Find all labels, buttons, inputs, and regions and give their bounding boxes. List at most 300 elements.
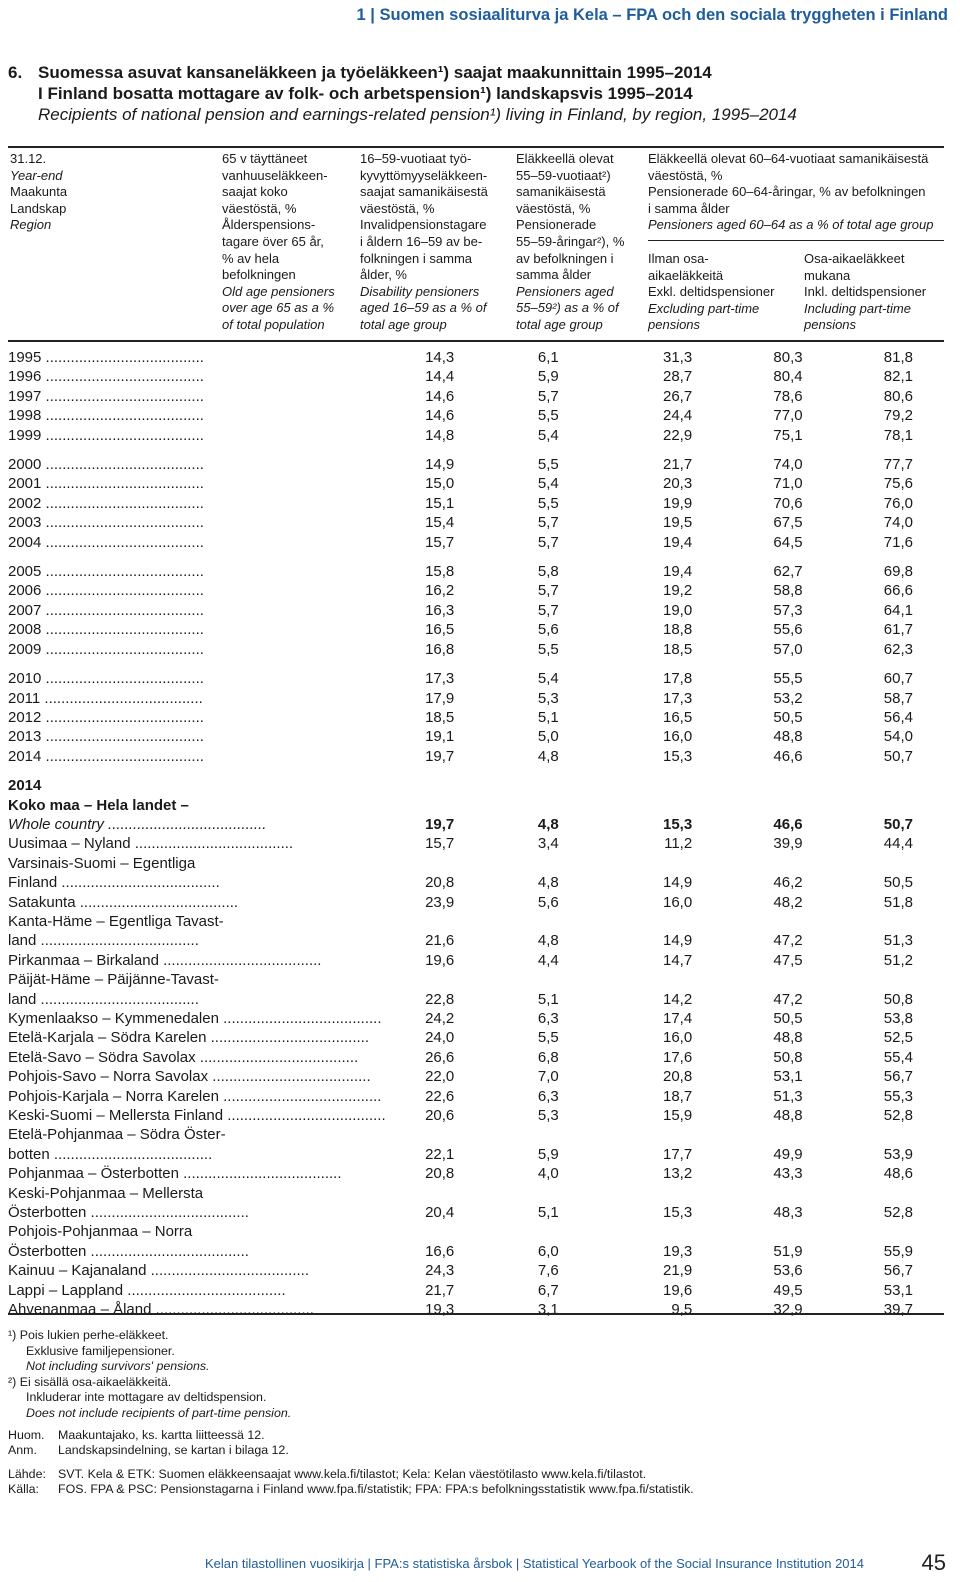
cell-col5 (803, 970, 913, 989)
cell-col3: 19,4 (662, 563, 693, 581)
c5-header-line: mukana (804, 267, 851, 283)
cell-col1: 21,7 (425, 1281, 455, 1299)
table-row (8, 815, 944, 834)
note-huom: Huom. Maakuntajako, ks. kartta liitteessä 12. (8, 1427, 265, 1442)
cell-col3: 19,3 (662, 1242, 693, 1260)
cell-col5: 54,0 (883, 728, 913, 746)
stub-header-line: 31.12. (10, 151, 47, 166)
cell-col3: 16,0 (662, 728, 693, 746)
cell-col4: 48,8 (773, 1107, 803, 1125)
cell-col3 (559, 912, 692, 931)
title-sv: I Finland bosatta mottagare av folk- och arbetspension¹) landskapsvis 1995–2014 (38, 84, 693, 103)
cell-col5: 66,6 (883, 582, 913, 600)
cell-col1: 14,6 (425, 387, 455, 405)
c3-header-line: Pensioners aged (516, 283, 614, 299)
cell-col3: 14,2 (662, 990, 693, 1008)
cell-col3: 24,4 (662, 407, 693, 425)
row-label: Finland ..... (8, 873, 386, 892)
cell-col2: 6,0 (537, 1242, 559, 1260)
c2-header-line: saajat samanikäisestä (360, 184, 488, 200)
table-row (8, 562, 944, 581)
col2-header (360, 151, 488, 334)
header-rule-sub (648, 240, 944, 241)
cell-col5: 39,7 (883, 1301, 913, 1319)
note-1: ¹) Pois lukien perhe-eläkkeet. (8, 1328, 169, 1342)
cell-col5: 52,5 (883, 1029, 913, 1047)
cell-col5: 48,6 (883, 1165, 913, 1183)
cell-col3 (559, 1125, 692, 1144)
cell-col4: 71,0 (773, 475, 803, 493)
row-label: Etelä-Karjala – Södra Karelen ..... (8, 1028, 386, 1047)
c3-header-line: 55–59-vuotiaat²) (516, 167, 611, 183)
cell-col5 (803, 776, 913, 795)
c45-header-line: i samma ålder (648, 200, 730, 216)
cell-col3: 15,3 (662, 1204, 693, 1222)
cell-col3: 17,3 (662, 689, 693, 707)
c5-header-line: Inkl. deltidspensioner (804, 284, 927, 300)
cell-col1: 23,9 (425, 893, 455, 911)
cell-col1: 15,4 (425, 514, 455, 532)
row-label: 2001 ..... (8, 474, 386, 493)
cell-col1 (386, 970, 455, 989)
cell-col3: 21,9 (662, 1262, 693, 1280)
cell-col1: 22,0 (425, 1068, 455, 1086)
table-row (8, 513, 944, 532)
cell-col4: 46,6 (773, 815, 803, 833)
c45-header-line: Pensioners aged 60–64 as a % of total age group (648, 217, 934, 233)
cell-col2: 5,7 (537, 514, 559, 532)
table-row (8, 387, 944, 406)
cell-col2: 5,7 (537, 601, 559, 619)
table-row (8, 474, 944, 493)
c2-header-line: i åldern 16–59 av be- (360, 233, 483, 249)
cell-col3: 15,3 (662, 747, 693, 765)
cell-col2 (454, 796, 558, 815)
table-row (8, 1203, 944, 1222)
cell-col2 (454, 970, 558, 989)
cell-col3: 18,5 (662, 640, 693, 658)
cell-col5: 80,6 (883, 387, 913, 405)
cell-col1: 24,3 (425, 1262, 455, 1280)
cell-col2: 5,7 (537, 533, 559, 551)
cell-col5: 53,9 (883, 1145, 913, 1163)
cell-col3: 19,9 (662, 494, 693, 512)
c1-header-line: of total population (222, 316, 325, 332)
c2-header-line: ålder, % (360, 267, 407, 283)
cell-col3: 18,8 (662, 621, 693, 639)
col5-header (804, 251, 926, 334)
cell-col1: 16,5 (425, 621, 455, 639)
cell-col1: 17,9 (425, 689, 455, 707)
table-row (8, 1106, 944, 1125)
footer-text: Kelan tilastollinen vuosikirja | FPA:s statistiska årsbok | Statistical Yearbook of the Social Insurance Institution 2014 (204, 1556, 864, 1571)
cell-col2: 5,3 (537, 1107, 559, 1125)
col45-header (648, 151, 934, 234)
cell-col2: 3,1 (537, 1301, 559, 1319)
row-label: 2014 (8, 777, 42, 795)
table-row (8, 873, 944, 892)
row-label: Pirkanmaa – Birkaland ..... (8, 951, 386, 970)
table-row (8, 912, 944, 931)
cell-col5: 61,7 (883, 621, 913, 639)
row-label: land ..... (8, 990, 386, 1009)
c2-header-line: folkningen i samma (360, 250, 472, 266)
table-row (8, 640, 944, 659)
table-row (8, 708, 944, 727)
c1-header-line: befolkningen (222, 267, 296, 283)
cell-col5: 69,8 (883, 563, 913, 581)
cell-col2: 4,8 (537, 747, 559, 765)
cell-col4: 53,6 (773, 1262, 803, 1280)
cell-col3: 19,0 (662, 601, 693, 619)
table-row (8, 796, 944, 815)
table-row (8, 834, 944, 853)
c4-header-line: Ilman osa- (648, 251, 709, 266)
cell-col4: 47,5 (773, 951, 803, 969)
cell-col1 (386, 912, 455, 931)
row-label: 2012 ..... (8, 708, 386, 727)
cell-col2: 4,4 (537, 951, 559, 969)
c2-header-line: Invalidpensionstagare (360, 217, 487, 233)
row-label: 2014 ..... (8, 747, 386, 766)
table-row (8, 426, 944, 445)
cell-col4: 46,2 (773, 874, 803, 892)
row-label: Pohjanmaa – Österbotten ..... (8, 1164, 386, 1183)
table-row (8, 1067, 944, 1086)
row-label: 1999 ..... (8, 426, 386, 445)
cell-col1: 14,6 (425, 407, 455, 425)
cell-col5: 50,5 (883, 874, 913, 892)
cell-col3: 28,7 (662, 368, 693, 386)
stub-header-line: Landskap (10, 200, 67, 216)
c4-header-line: Exkl. deltidspensioner (648, 284, 775, 300)
cell-col3: 16,5 (662, 708, 693, 726)
c1-header-line: vanhuuseläkkeen- (222, 167, 328, 183)
table-row (8, 1125, 944, 1144)
cell-col5: 53,1 (883, 1281, 913, 1299)
cell-col2: 6,3 (537, 1087, 559, 1105)
row-label: 2008 ..... (8, 620, 386, 639)
cell-col5: 55,3 (883, 1087, 913, 1105)
row-label: Österbotten ..... (8, 1242, 386, 1261)
stub-header-line: Region (10, 217, 52, 233)
cell-col3: 26,7 (662, 387, 693, 405)
cell-col5: 56,7 (883, 1262, 913, 1280)
c3-header-line: total age group (516, 316, 603, 332)
cell-col1: 16,3 (425, 601, 455, 619)
cell-col1: 16,6 (425, 1242, 455, 1260)
c3-header-line: 55–59-åringar²), % (516, 233, 625, 249)
running-header: 1 | Suomen sosiaaliturva ja Kela – FPA och den sociala tryggheten i Finland (356, 6, 948, 24)
cell-col4: 74,0 (773, 456, 803, 474)
cell-col4: 39,9 (773, 835, 803, 853)
cell-col3: 22,9 (662, 426, 693, 444)
note-2: ²) Ei sisällä osa-aikaeläkkeitä. (8, 1374, 172, 1389)
cell-col2 (454, 1222, 558, 1241)
cell-col4 (692, 1184, 802, 1203)
c45-header-line: väestöstä, % (648, 167, 723, 183)
cell-col3 (559, 854, 692, 873)
cell-col2: 5,5 (537, 494, 559, 512)
cell-col4: 43,3 (773, 1165, 803, 1183)
cell-col5: 56,4 (883, 708, 913, 726)
cell-col5: 58,7 (883, 689, 913, 707)
cell-col3: 16,0 (662, 893, 693, 911)
cell-col1: 19,6 (425, 951, 455, 969)
cell-col2: 5,9 (537, 1145, 559, 1163)
row-label: 2002 ..... (8, 494, 386, 513)
table-row (8, 620, 944, 639)
row-label: 2000 ..... (8, 455, 386, 474)
cell-col5: 76,0 (883, 494, 913, 512)
cell-col2: 4,8 (537, 874, 559, 892)
cell-col1: 14,8 (425, 426, 455, 444)
cell-col4: 75,1 (773, 426, 803, 444)
cell-col1: 26,6 (425, 1048, 455, 1066)
cell-col1: 14,3 (425, 349, 455, 366)
table-row (8, 455, 944, 474)
title-fi: 6. Suomessa asuvat kansaneläkkeen ja työeläkkeen¹) saajat maakunnittain 1995–2014 (8, 63, 712, 82)
table-row (8, 854, 944, 873)
table-row (8, 951, 944, 970)
cell-col5: 56,7 (883, 1068, 913, 1086)
cell-col2: 3,4 (537, 835, 559, 853)
cell-col4: 48,8 (773, 728, 803, 746)
cell-col1: 19,3 (425, 1301, 455, 1319)
cell-col5 (803, 1125, 913, 1144)
cell-col2 (454, 854, 558, 873)
row-label: 2004 ..... (8, 533, 386, 552)
row-label: Lappi – Lappland ..... (8, 1281, 386, 1300)
cell-col2 (454, 1125, 558, 1144)
row-label: Kymenlaakso – Kymmenedalen ..... (8, 1009, 386, 1028)
c1-header-line: Old age pensioners (222, 283, 335, 299)
cell-col4: 49,5 (773, 1281, 803, 1299)
cell-col2: 5,6 (537, 621, 559, 639)
table-row (8, 747, 944, 766)
row-label: Etelä-Pohjanmaa – Södra Öster- (8, 1126, 226, 1144)
c2-header-line: 16–59-vuotiaat työ- (360, 151, 472, 166)
cell-col4: 57,3 (773, 601, 803, 619)
cell-col3: 19,5 (662, 514, 693, 532)
row-label: Whole country ..... (8, 815, 386, 834)
row-label: 2010 ..... (8, 669, 386, 688)
cell-col2: 5,3 (537, 689, 559, 707)
cell-col1: 16,2 (425, 582, 455, 600)
cell-col2: 5,0 (537, 728, 559, 746)
cell-col4 (692, 854, 802, 873)
c2-header-line: total age group (360, 316, 447, 332)
cell-col5: 51,3 (883, 932, 913, 950)
cell-col1 (386, 854, 455, 873)
cell-col1: 19,7 (425, 747, 455, 765)
table-row (8, 1261, 944, 1280)
row-label: Koko maa – Hela landet – (8, 796, 189, 814)
row-label: Varsinais-Suomi – Egentliga (8, 854, 196, 872)
cell-col4: 53,1 (773, 1068, 803, 1086)
cell-col1: 19,7 (425, 815, 455, 833)
row-label: Keski-Pohjanmaa – Mellersta (8, 1184, 204, 1202)
table-row (8, 1300, 944, 1319)
cell-col4: 78,6 (773, 387, 803, 405)
row-label: Ahvenanmaa – Åland ..... (8, 1300, 386, 1319)
c3-header-line: Pensionerade (516, 217, 597, 233)
cell-col1: 14,9 (425, 456, 455, 474)
cell-col4: 64,5 (773, 533, 803, 551)
cell-col5: 50,7 (883, 747, 913, 765)
table-row (8, 970, 944, 989)
cell-col5: 79,2 (883, 407, 913, 425)
cell-col3: 20,3 (662, 475, 693, 493)
cell-col1: 24,2 (425, 1010, 455, 1027)
cell-col2: 5,1 (537, 708, 559, 726)
cell-col3: 13,2 (662, 1165, 693, 1183)
table-row (8, 1184, 944, 1203)
cell-col5: 82,1 (883, 368, 913, 386)
cell-col3: 17,7 (662, 1145, 693, 1163)
cell-col5: 81,8 (883, 349, 913, 366)
cell-col2: 5,5 (537, 1029, 559, 1047)
row-label: 1996 ..... (8, 367, 386, 386)
cell-col1: 16,8 (425, 640, 455, 658)
data-table (8, 348, 944, 1320)
cell-col4: 46,6 (773, 747, 803, 765)
cell-col2: 5,7 (537, 387, 559, 405)
c45-header-line: Eläkkeellä olevat 60–64-vuotiaat samanikäisestä (648, 151, 929, 166)
c3-header-line: samanikäisestä (516, 184, 606, 200)
c1-header-line: saajat koko (222, 184, 288, 200)
cell-col4: 51,3 (773, 1087, 803, 1105)
stub-header (10, 151, 67, 234)
c4-header-line: aikaeläkkeitä (648, 267, 724, 283)
cell-col5: 44,4 (883, 835, 913, 853)
cell-col3: 20,8 (662, 1068, 693, 1086)
c3-header-line: väestöstä, % (516, 200, 591, 216)
row-label: Uusimaa – Nyland ..... (8, 834, 386, 853)
table-row (8, 348, 944, 367)
c2-header-line: aged 16–59 as a % of (360, 300, 487, 316)
cell-col2: 6,7 (537, 1281, 559, 1299)
table-row (8, 893, 944, 912)
cell-col1: 24,0 (425, 1029, 455, 1047)
c1-header-line: Ålderspensions- (222, 217, 316, 233)
cell-col4: 77,0 (773, 407, 803, 425)
cell-col5: 52,8 (883, 1107, 913, 1125)
cell-col5: 75,6 (883, 475, 913, 493)
cell-col1: 22,1 (425, 1145, 455, 1163)
table-row (8, 669, 944, 688)
cell-col1: 22,8 (425, 990, 455, 1008)
cell-col4: 55,6 (773, 621, 803, 639)
row-label: 2009 ..... (8, 640, 386, 659)
row-label: 1997 ..... (8, 387, 386, 406)
cell-col1 (386, 776, 455, 795)
cell-col2 (454, 1184, 558, 1203)
c3-header-line: 55–59²) as a % of (516, 300, 619, 316)
cell-col2: 5,8 (537, 563, 559, 581)
cell-col4: 57,0 (773, 640, 803, 658)
table-row (8, 689, 944, 708)
table-row (8, 533, 944, 552)
cell-col3: 21,7 (662, 456, 693, 474)
row-label: Pohjois-Savo – Norra Savolax ..... (8, 1067, 386, 1086)
cell-col3: 16,0 (662, 1029, 693, 1047)
table-row (8, 494, 944, 513)
cell-col5: 50,7 (883, 815, 913, 833)
cell-col1: 14,4 (425, 368, 455, 386)
cell-col2 (454, 776, 558, 795)
cell-col3: 15,3 (662, 815, 693, 833)
page-number: 45 (921, 1550, 946, 1575)
cell-col2: 5,6 (537, 893, 559, 911)
cell-col5: 64,1 (883, 601, 913, 619)
cell-col4 (692, 970, 802, 989)
header-rule-bottom (8, 340, 944, 342)
row-label: Pohjois-Pohjanmaa – Norra (8, 1223, 193, 1241)
c1-header-line: tagare över 65 år, (222, 233, 324, 249)
cell-col2: 5,5 (537, 407, 559, 425)
table-row (8, 1164, 944, 1183)
c5-header-line: Osa-aikaeläkkeet (804, 251, 905, 266)
cell-col4: 55,5 (773, 670, 803, 688)
c5-header-line: pensions (804, 317, 857, 333)
table-row (8, 931, 944, 950)
table-row (8, 1028, 944, 1047)
cell-col4: 80,4 (773, 368, 803, 386)
cell-col1 (386, 1184, 455, 1203)
cell-col5: 60,7 (883, 670, 913, 688)
cell-col3: 31,3 (662, 349, 693, 366)
cell-col4: 70,6 (773, 494, 803, 512)
notes: ¹) Pois lukien perhe-eläkkeet. Exklusive familjepensioner. Not including survivors' pensions. ²) Ei sisällä osa-aikaeläkkeitä. Inkluderar inte mottagare av deltidspension. Does not include recipients of part-time pension. Huom. Maakuntajako, ks. kartta liitteessä 12. Anm. Landskapsindelning, se kartan i bilaga 12. Lähde: SVT. Kela & ETK: Suomen eläkkeensaajat www.kela.fi/tilastot; Kela: Kelan väestötilasto www.kela.fi/tilastot. Källa: FOS. FPA & PSC: Pensionstagarna i Finland www.fpa.fi/statistik; FPA: FPA:s befolkningsstatistik www.fpa.fi/statistik. (8, 1328, 694, 1497)
cell-col4 (692, 776, 802, 795)
cell-col3: 18,7 (662, 1087, 693, 1105)
cell-col5: 77,7 (883, 456, 913, 474)
cell-col2 (454, 912, 558, 931)
table-row (8, 406, 944, 425)
cell-col3: 19,2 (662, 582, 693, 600)
c1-header-line: over age 65 as a % (222, 300, 335, 316)
table-title (8, 62, 948, 125)
col3-header (516, 151, 624, 334)
cell-col4: 49,9 (773, 1145, 803, 1163)
c3-header-line: av befolkningen i (516, 250, 614, 266)
table-row (8, 990, 944, 1009)
cell-col1: 20,4 (425, 1204, 455, 1222)
cell-col3 (559, 1222, 692, 1241)
cell-col1: 17,3 (425, 670, 455, 688)
col4-header (648, 251, 774, 334)
cell-col3 (559, 1184, 692, 1203)
cell-col4: 48,8 (773, 1029, 803, 1047)
cell-col3 (559, 776, 692, 795)
cell-col3: 19,4 (662, 533, 693, 551)
cell-col1 (386, 796, 455, 815)
cell-col1: 15,1 (425, 494, 455, 512)
cell-col4: 32,9 (773, 1301, 803, 1319)
row-label: 1998 ..... (8, 406, 386, 425)
cell-col4: 58,8 (773, 582, 803, 600)
cell-col5: 71,6 (883, 533, 913, 551)
table-rule-bottom (8, 1313, 944, 1315)
cell-col5: 55,4 (883, 1048, 913, 1066)
cell-col4: 53,2 (773, 689, 803, 707)
c3-header-line: Eläkkeellä olevat (516, 151, 614, 166)
row-label: Keski-Suomi – Mellersta Finland ..... (8, 1106, 386, 1125)
cell-col2: 5,4 (537, 475, 559, 493)
table-row (8, 367, 944, 386)
cell-col3 (559, 970, 692, 989)
